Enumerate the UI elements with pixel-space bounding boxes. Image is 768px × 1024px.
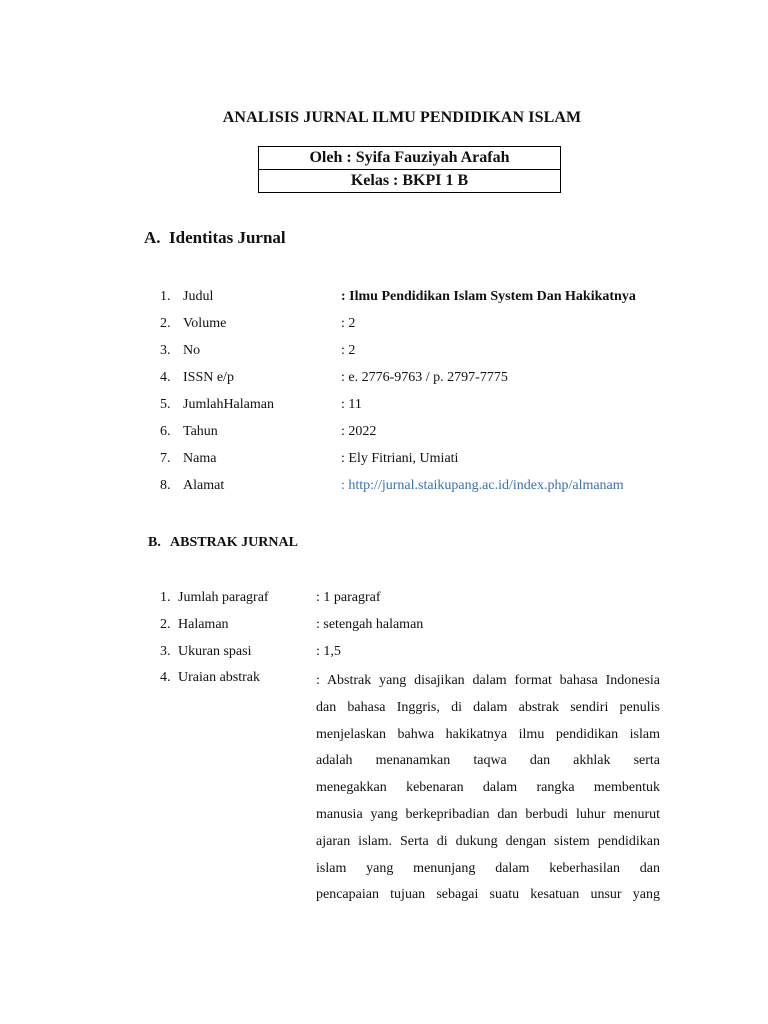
- list-item: [160, 642, 660, 669]
- abstract-line: ajaran islam. Serta di dukung dengan sistem pendidikan: [316, 833, 660, 849]
- list-item: [160, 476, 680, 503]
- item-value: : 11: [341, 397, 362, 412]
- item-value: : e. 2776-9763 / p. 2797-7775: [341, 370, 508, 385]
- abstract-line: dan bahasa Inggris, di dalam abstrak sendiri penulis: [316, 699, 660, 715]
- section-a-title: Identitas Jurnal: [169, 228, 286, 247]
- class-line: Kelas : BKPI 1 B: [259, 169, 560, 192]
- item-number: 3.: [160, 343, 171, 358]
- document-title: ANALISIS JURNAL ILMU PENDIDIKAN ISLAM: [222, 109, 582, 126]
- item-label: Jumlah paragraf: [178, 590, 269, 605]
- author-line: Oleh : Syifa Fauziyah Arafah: [309, 149, 510, 166]
- item-number: 5.: [160, 397, 171, 412]
- list-item: [160, 341, 680, 368]
- item-value: : Ely Fitriani, Umiati: [341, 451, 459, 466]
- item-value: : 2022: [341, 424, 377, 439]
- item-number: 7.: [160, 451, 171, 466]
- list-item: [160, 287, 680, 314]
- section-b-heading: [148, 535, 298, 551]
- item-value: : 1 paragraf: [316, 590, 381, 605]
- item-number: 3.: [160, 644, 171, 659]
- item-label: Judul: [183, 289, 214, 304]
- abstract-item: [160, 668, 261, 688]
- section-b-title: ABSTRAK JURNAL: [170, 535, 298, 550]
- section-b-letter: B.: [148, 535, 161, 550]
- item-label: Alamat: [183, 478, 225, 493]
- item-number: 1.: [160, 289, 171, 304]
- item-label: Volume: [183, 316, 227, 331]
- list-item: [160, 395, 680, 422]
- item-value: : 2: [341, 316, 356, 331]
- item-value: : 1,5: [316, 644, 341, 659]
- list-item: [160, 314, 680, 341]
- author-box: [258, 146, 561, 193]
- abstract-line: menegakkan kebenaran dalam rangka membentuk: [316, 780, 660, 796]
- abstract-line: islam yang menunjang dalam keberhasilan dan: [316, 860, 660, 876]
- item-number: 4.: [160, 370, 171, 385]
- list-item: [160, 588, 660, 615]
- journal-identity-list: [160, 287, 680, 503]
- abstract-line: manusia yang berkepribadian dan berbudi luhur menurut: [316, 806, 660, 822]
- list-item: [160, 449, 680, 476]
- abstract-paragraph: [316, 668, 660, 909]
- journal-title-value: : Ilmu Pendidikan Islam System Dan Hakikatnya: [341, 289, 636, 304]
- item-number: 8.: [160, 478, 171, 493]
- item-label: Uraian abstrak: [178, 670, 261, 685]
- abstract-line: adalah menanamkan taqwa dan akhlak serta: [316, 753, 660, 769]
- item-value: : 2: [341, 343, 356, 358]
- item-number: 4.: [160, 670, 171, 685]
- journal-url-link[interactable]: : http://jurnal.staikupang.ac.id/index.php/almanam: [341, 478, 624, 493]
- item-label: ISSN e/p: [183, 370, 234, 385]
- item-number: 1.: [160, 590, 171, 605]
- item-number: 6.: [160, 424, 171, 439]
- item-value: : setengah halaman: [316, 617, 424, 632]
- section-a-letter: A.: [144, 228, 161, 247]
- list-item: [160, 615, 660, 642]
- item-label: Nama: [183, 451, 217, 466]
- list-item: [160, 422, 680, 449]
- item-label: No: [183, 343, 201, 358]
- section-a-heading: [144, 228, 286, 248]
- item-number: 2.: [160, 316, 171, 331]
- item-label: Halaman: [178, 617, 229, 632]
- abstract-info-list: [160, 588, 660, 669]
- list-item: [160, 368, 680, 395]
- item-label: JumlahHalaman: [183, 397, 274, 412]
- abstract-line: menjelaskan bahwa hakikatnya ilmu pendidikan islam: [316, 726, 660, 742]
- item-label: Ukuran spasi: [178, 644, 252, 659]
- abstract-line: : Abstrak yang disajikan dalam format bahasa Indonesia: [316, 673, 660, 688]
- item-number: 2.: [160, 617, 171, 632]
- item-label: Tahun: [183, 424, 218, 439]
- abstract-line: pencapaian tujuan sebagai suatu kesatuan unsur yang: [316, 887, 660, 903]
